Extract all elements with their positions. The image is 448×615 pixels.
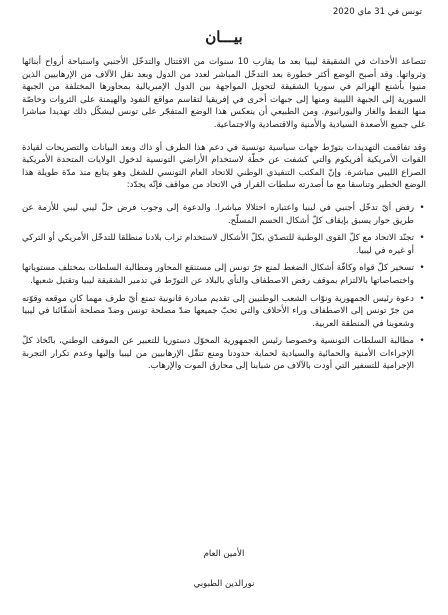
bullet-icon: • xyxy=(419,336,425,347)
list-item-text: دعوة رئيس الجمهورية ونوّاب الشعب الوطنيين إلى تقديم مبادرة قانونية تمنع أيّ طرف مهما كان موقعه وقوّته من جرّ تونس إلى الاصطفاف وراء الأحلاف والتي تحبّ جميعها ضدّ مصلحة تونس وضدّ مصلحة أشقّائنا في ليبيا وشعوبنا في المنطقة العربية. xyxy=(22,293,414,329)
document-date: تونس في 31 ماي 2020 xyxy=(332,7,422,17)
list-item-text: رفض أيّ تدخّل أجنبي في ليبيا واعتباره احتلالا مباشرا. والدعوة إلى وجوب فرض حلّ ليبي ليبي للأزمة عن طريق حوار يسبق بإيقاف كلّ أشكال الحسم المسلّح. xyxy=(22,202,414,226)
bullet-icon: • xyxy=(419,202,425,213)
list-item-text: تسخير كلّ قواه وكافّة أشكال الضغط لمنع جرّ تونس إلى مستنقع المحاور ومطالبة السلطات بمختلف مستوياتها واختصاصاتها بالالتزام بموقف رفض الاصطفاف والنأي بالبلاد عن التورّط في تدمير الشقيقة ليبيا وتقتيل شعبها. xyxy=(22,263,414,286)
paragraph-context: وقد تفاقمت التهديدات بتورّط جهات سياسية تونسية في دعم هذا الطرف أو ذاك وبعد البيانات والتصريحات لقيادة القوات الأمريكية أفريكوم والتي كشفت عن خطّة لاستخدام الأراضي التونسية لدخول الولايات المتحدة الأمريكية الصراع الليبي مباشرة. وإنّ المكتب التنفيذي الوطني للاتحاد العام التونسي للشغل وهو يتابع منذ مدّة طويلة هذا الوضع الخطير وتناسقا مع ما أصدرته سلطات القرار في الاتحاد من مواقف فإنّه يجدّد: xyxy=(22,142,426,191)
bullet-icon: • xyxy=(419,263,425,274)
list-item xyxy=(22,262,426,287)
demands-list xyxy=(22,202,426,373)
list-item xyxy=(22,232,426,257)
list-item-text: مطالبة السلطات التونسية وخصوصا رئيس الجمهورية المخوّل دستوريا للتعبير عن الموقف الوطني، باتّخاذ كلّ الإجراءات الأمنية والحمائية والسيادية لحماية حدودنا ومنع تنقّل الإرهابيين من ليبيا وإليها وعدم تكرار التجربة الإجرامية للتسفير التي أودت بالآلاف من شبابنا إلى محارق الموت والإرهاب. xyxy=(22,336,414,372)
document-title: بيـــان xyxy=(205,28,243,46)
signatory-role: الأمين العام xyxy=(203,549,245,559)
list-item xyxy=(22,293,426,331)
paragraph-intro: تتصاعد الأحداث في الشقيقة ليبيا بعد ما يقارب 10 سنوات من الاقتتال والتدخّل الأجنبي واستباحة أرواح أبنائها وثرواتها. وقد أصبح الوضع أكثر خطورة بعد التدخّل المباشر لعدد من الدول وبعد نقل الآلاف من الإرهابيين الذين منيوا بأشنع الهزائم في سوريا الشقيقة لتحويل المواجهة بين الدول الإمبريالية بمحاورها المختلفة من الجبهة السورية إلى الجبهة الليبية ومنها إلى جبهات أخرى في إفريقيا لتقاسم مواقع النفوذ والهيمنة على الثروات وخاصّة منها النفط والغاز واليورانيوم. ومن الطبيعي أن ينعكس هذا الوضع المتفجّر على تونس ليشكّل ذلك تهديدا مباشرا على جميع الأصعدة السيادية والأمنية والاقتصادية والاجتماعية. xyxy=(22,57,426,130)
signatory-name: نورالدين الطبوبي xyxy=(193,579,255,589)
list-item xyxy=(22,335,426,373)
bullet-icon: • xyxy=(419,233,425,244)
bullet-icon: • xyxy=(419,293,425,304)
list-item xyxy=(22,202,426,227)
list-item-text: تجنّد الاتحاد مع كلّ القوى الوطنية للتصدّي بكلّ الأشكال لاستخدام تراب بلادنا منطلقا للتدخّل الأمريكي أو التركي أو غيره في ليبيا. xyxy=(22,233,414,256)
